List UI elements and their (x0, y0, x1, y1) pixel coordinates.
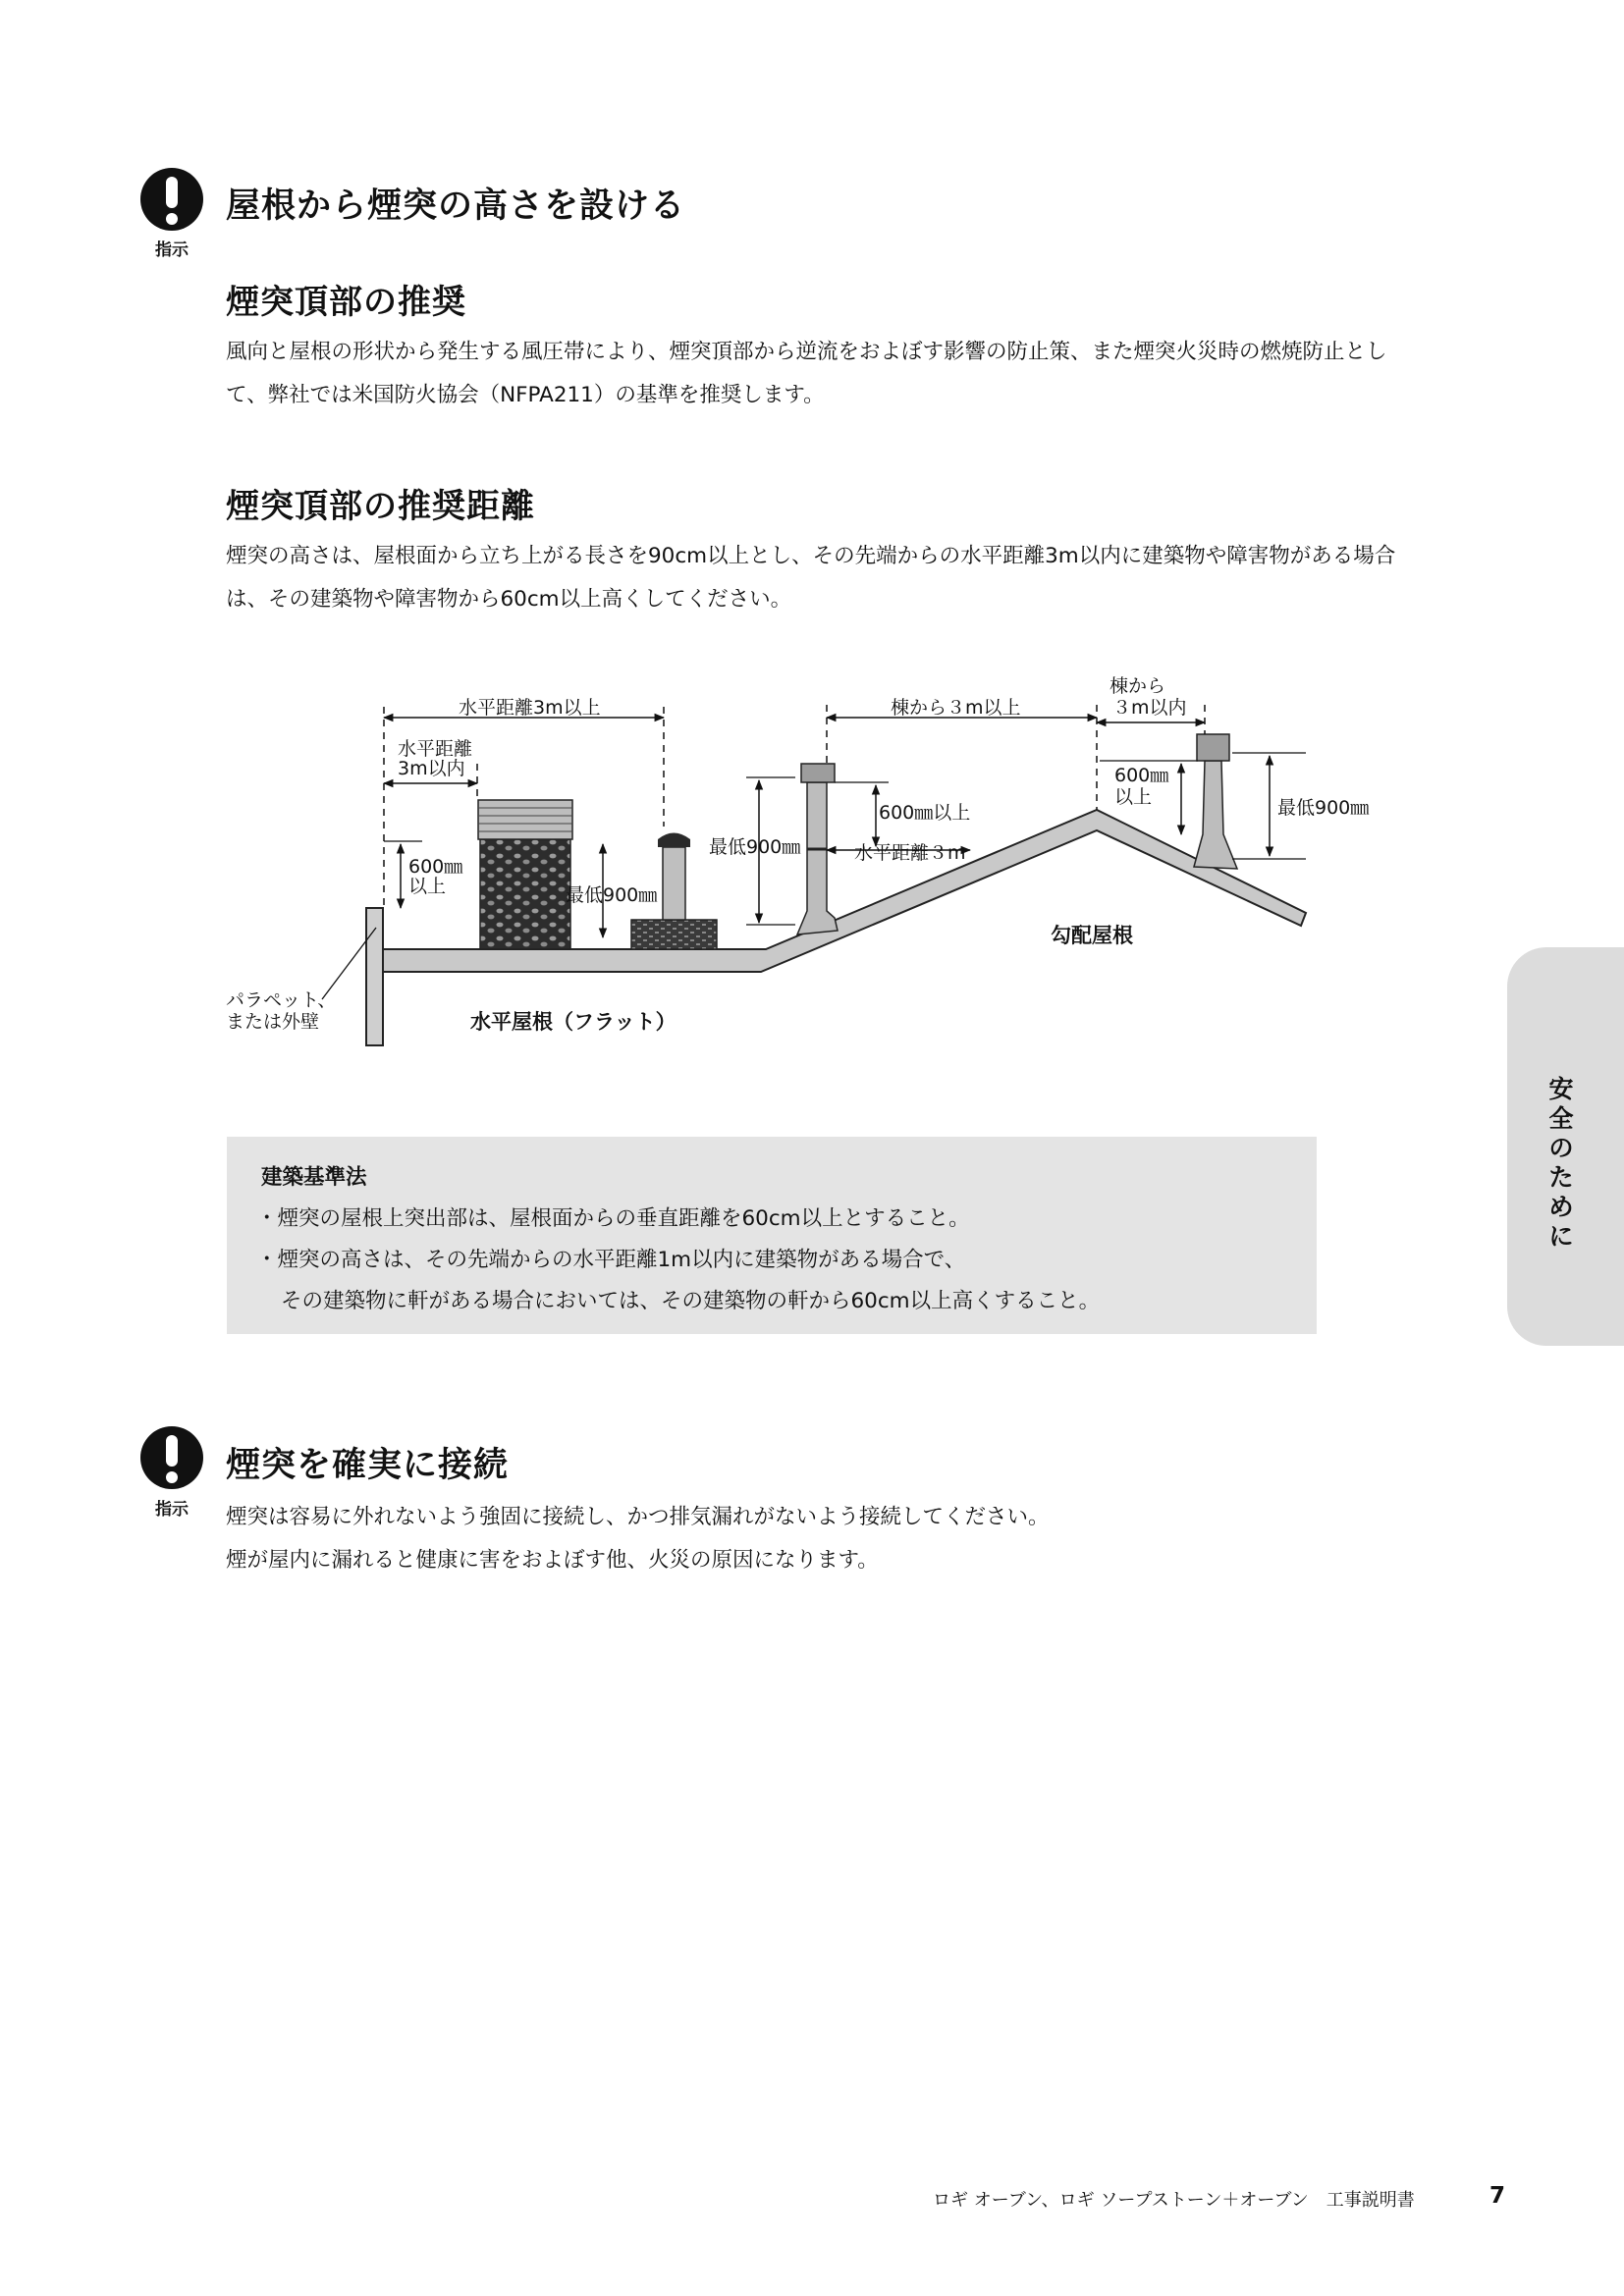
paragraph-line: 煙が屋内に漏れると健康に害をおよぼす他、火災の原因になります。 (226, 1548, 879, 1573)
chimney-clearance-diagram (0, 0, 1624, 1080)
side-tab-safety[interactable] (1507, 947, 1624, 1346)
page-number: 7 (1489, 2183, 1506, 2209)
side-tab-label: 安全のために (1548, 1075, 1574, 1251)
paragraph-line: 煙突の高さは、屋根面から立ち上がる長さを90cm以上とし、その先端からの水平距離3m以内に建築物や障害物がある場合 (226, 544, 1396, 568)
warning-exclamation-icon (140, 1426, 203, 1489)
footer-doc-title: ロギ オーブン、ロギ ソープストーン＋オーブン 工事説明書 (933, 2190, 1415, 2211)
label-600mm-over-2: 以上 (408, 876, 447, 897)
instruction-icon-caption: 指示 (155, 1500, 189, 1520)
law-item-2: ・煙突の高さは、その先端からの水平距離1m以内に建築物がある場合で、 (256, 1248, 966, 1272)
flat-roof-chimney-cap (658, 833, 690, 848)
flat-roof-chimney-pipe (663, 847, 685, 920)
slope-chimney-cap (801, 764, 835, 782)
label-parapet-2: または外壁 (226, 1011, 320, 1033)
section-title-chimney-height: 屋根から煙突の高さを設ける (226, 187, 686, 226)
stone-building (480, 839, 570, 949)
building-roof-vent (478, 800, 572, 839)
ridge-chimney (1194, 761, 1237, 869)
slope-chimney (797, 782, 838, 934)
paragraph-line: 風向と屋根の形状から発生する風圧帯により、煙突頂部から逆流をおよぼす影響の防止策、また煙突火災時の燃焼防止とし (226, 340, 1387, 364)
label-h-dist-within-1: 水平距離 (398, 738, 473, 760)
law-item-1: ・煙突の屋根上突出部は、屋根面からの垂直距離を60cm以上とすること。 (256, 1206, 970, 1231)
building-standards-box (227, 1137, 1317, 1334)
label-ridge-3m-over: 棟から３m以上 (891, 697, 1021, 719)
subheading-chimney-top-recommendation: 煙突頂部の推奨 (226, 283, 466, 322)
label-600mm-r2: 以上 (1114, 786, 1153, 808)
brick-chimney-base (631, 920, 717, 949)
label-h-dist-within-2: 3m以内 (398, 758, 465, 779)
label-pitched-roof: 勾配屋根 (1051, 924, 1133, 947)
paragraph-line: て、弊社では米国防火協会（NFPA211）の基準を推奨します。 (226, 383, 825, 407)
instruction-icon-caption: 指示 (155, 240, 189, 260)
label-min900-c: 最低900㎜ (1277, 797, 1370, 819)
connection-paragraph (226, 1496, 1483, 1582)
label-h-dist-3m: 水平距離３m (854, 842, 966, 864)
ridge-chimney-cap (1197, 734, 1229, 761)
law-box-title: 建築基準法 (261, 1165, 367, 1190)
label-flat-roof: 水平屋根（フラット） (470, 1010, 677, 1034)
law-item-2-cont: その建築物に軒がある場合においては、その建築物の軒から60cm以上高くすること。 (281, 1289, 1101, 1313)
label-ridge-within-2: ３m以内 (1112, 697, 1187, 719)
paragraph-line: 煙突は容易に外れないよう強固に接続し、かつ排気漏れがないよう接続してください。 (226, 1505, 1050, 1529)
label-h-dist-3m-over: 水平距離3m以上 (459, 697, 601, 719)
label-min900-a: 最低900㎜ (566, 884, 658, 906)
label-min900-b: 最低900㎜ (709, 836, 801, 858)
paragraph-line: は、その建築物や障害物から60cm以上高くしてください。 (226, 587, 792, 612)
label-600mm-inline: 600㎜以上 (879, 802, 971, 824)
subheading-recommended-distance: 煙突頂部の推奨距離 (226, 487, 535, 526)
section-title-secure-connection: 煙突を確実に接続 (226, 1446, 510, 1485)
label-parapet-1: パラペット、 (226, 989, 337, 1011)
label-ridge-within-1: 棟から (1110, 675, 1166, 697)
label-600mm-r1: 600㎜ (1114, 765, 1169, 786)
label-600mm-over-1: 600㎜ (408, 856, 463, 878)
